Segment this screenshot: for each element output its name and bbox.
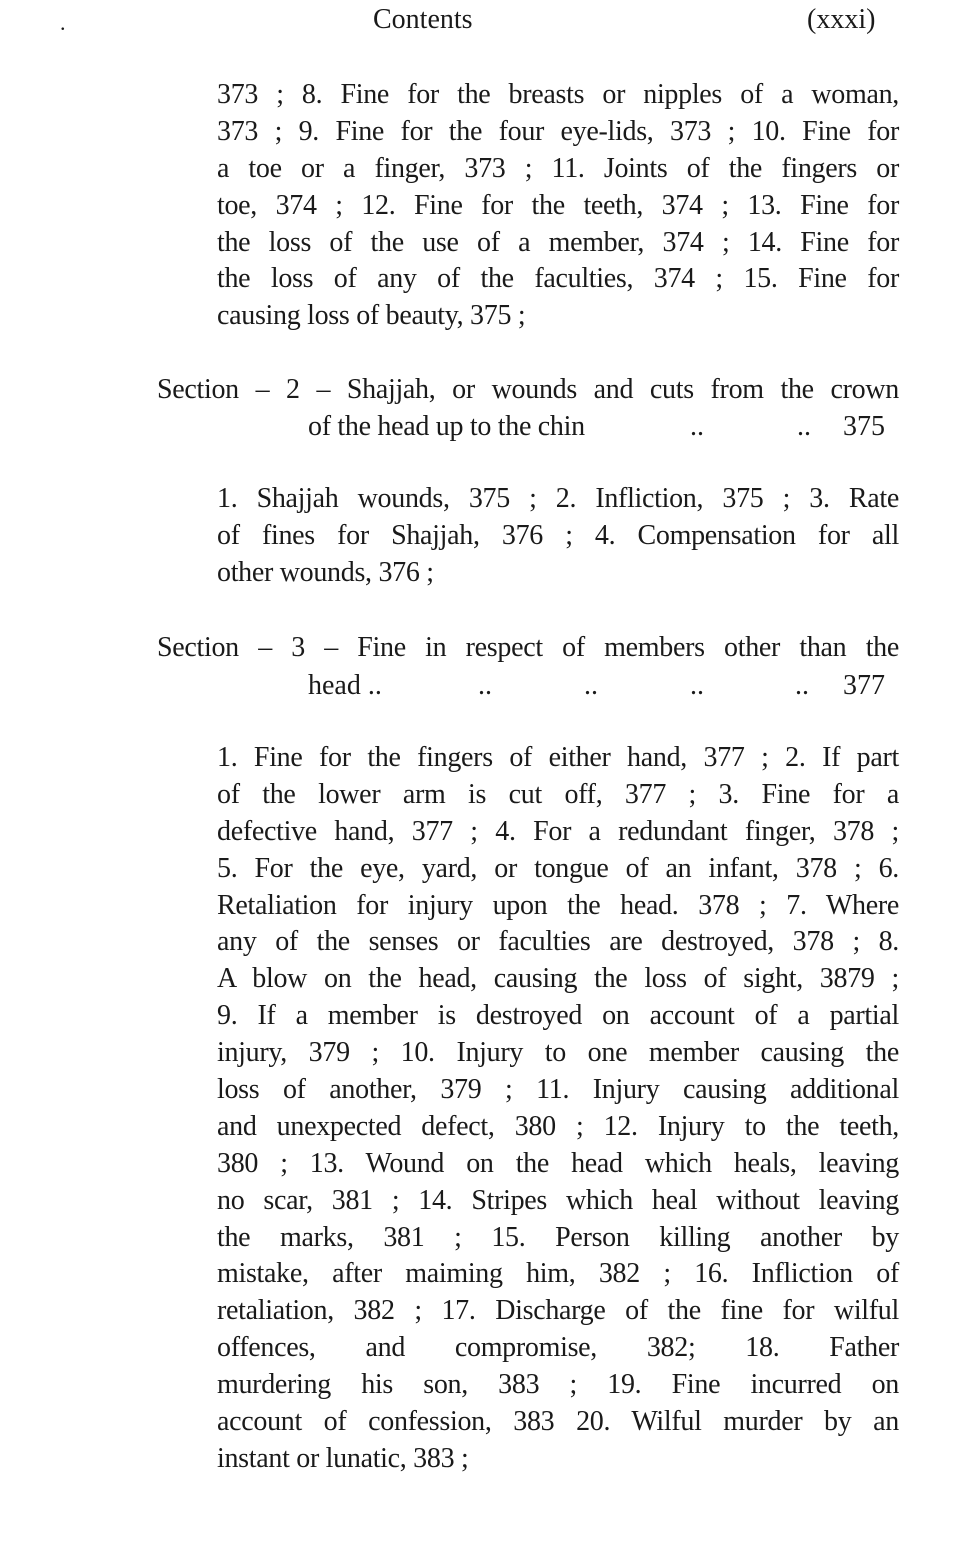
text-line: instant or lunatic, 383 ; <box>217 1442 469 1474</box>
text-line: the loss of any of the faculties, 374 ; 15. Fine for <box>217 263 899 295</box>
text-line: retaliation, 382 ; 17. Discharge of the fine for wilful <box>217 1295 899 1327</box>
text-line: offences, and compromise, 382; 18. Father <box>217 1332 899 1364</box>
text-line: any of the senses or faculties are destroyed, 378 ; 8. <box>217 926 899 958</box>
dot-leader: .. <box>690 411 704 442</box>
text-line: 1. Shajjah wounds, 375 ; 2. Infliction, 375 ; 3. Rate <box>217 483 899 514</box>
text-line: account of confession, 383 20. Wilful murder by an <box>217 1406 899 1438</box>
stray-mark: . <box>60 10 66 35</box>
text-line: causing loss of beauty, 375 ; <box>217 300 526 332</box>
section-page-number: 377 <box>843 670 885 701</box>
text-line: Retaliation for injury upon the head. 378 ; 7. Where <box>217 889 899 921</box>
text-line: injury, 379 ; 10. Injury to one member causing the <box>217 1037 899 1069</box>
page-number: (xxxi) <box>807 4 876 35</box>
text-line: of the lower arm is cut off, 377 ; 3. Fine for a <box>217 778 899 810</box>
text-line: of fines for Shajjah, 376 ; 4. Compensation for all <box>217 519 899 551</box>
section-heading-line: Section – 3 – Fine in respect of members other than the <box>157 632 899 663</box>
text-line: other wounds, 376 ; <box>217 556 434 588</box>
contents-paragraph-3 <box>217 740 899 1478</box>
running-title: Contents <box>373 4 473 35</box>
text-line: toe, 374 ; 12. Fine for the teeth, 374 ; 13. Fine for <box>217 189 899 221</box>
dot-leader: .. <box>584 670 598 701</box>
text-line: no scar, 381 ; 14. Stripes which heal without leaving <box>217 1184 899 1216</box>
text-line: 5. For the eye, yard, or tongue of an infant, 378 ; 6. <box>217 852 899 884</box>
text-line: A blow on the head, causing the loss of sight, 3879 ; <box>217 963 899 995</box>
section-heading-line: Section – 2 – Shajjah, or wounds and cuts from the crown <box>157 374 899 405</box>
contents-paragraph-2 <box>217 481 899 592</box>
dot-leader: .. <box>795 670 809 701</box>
text-line: 373 ; 9. Fine for the four eye-lids, 373 ; 10. Fine for <box>217 115 899 147</box>
text-line: the loss of the use of a member, 374 ; 14. Fine for <box>217 226 899 258</box>
section-page-number: 375 <box>843 411 885 442</box>
text-line: 380 ; 13. Wound on the head which heals, leaving <box>217 1147 899 1179</box>
text-line: 373 ; 8. Fine for the breasts or nipples of a woman, <box>217 79 899 110</box>
text-line: loss of another, 379 ; 11. Injury causing additional <box>217 1074 899 1106</box>
section-heading-line: head .. <box>308 670 382 701</box>
text-line: the marks, 381 ; 15. Person killing another by <box>217 1221 899 1253</box>
text-line: a toe or a finger, 373 ; 11. Joints of the fingers or <box>217 152 899 184</box>
text-line: 1. Fine for the fingers of either hand, 377 ; 2. If part <box>217 742 899 773</box>
dot-leader: .. <box>797 411 811 442</box>
text-line: and unexpected defect, 380 ; 12. Injury to the teeth, <box>217 1110 899 1142</box>
text-line: defective hand, 377 ; 4. For a redundant finger, 378 ; <box>217 815 899 847</box>
dot-leader: .. <box>690 670 704 701</box>
text-line: mistake, after maiming him, 382 ; 16. Infliction of <box>217 1258 899 1290</box>
dot-leader: .. <box>478 670 492 701</box>
text-line: 9. If a member is destroyed on account of a partial <box>217 1000 899 1032</box>
contents-paragraph-1 <box>217 77 899 335</box>
text-line: murdering his son, 383 ; 19. Fine incurred on <box>217 1369 899 1401</box>
section-heading-line: of the head up to the chin <box>308 411 585 442</box>
